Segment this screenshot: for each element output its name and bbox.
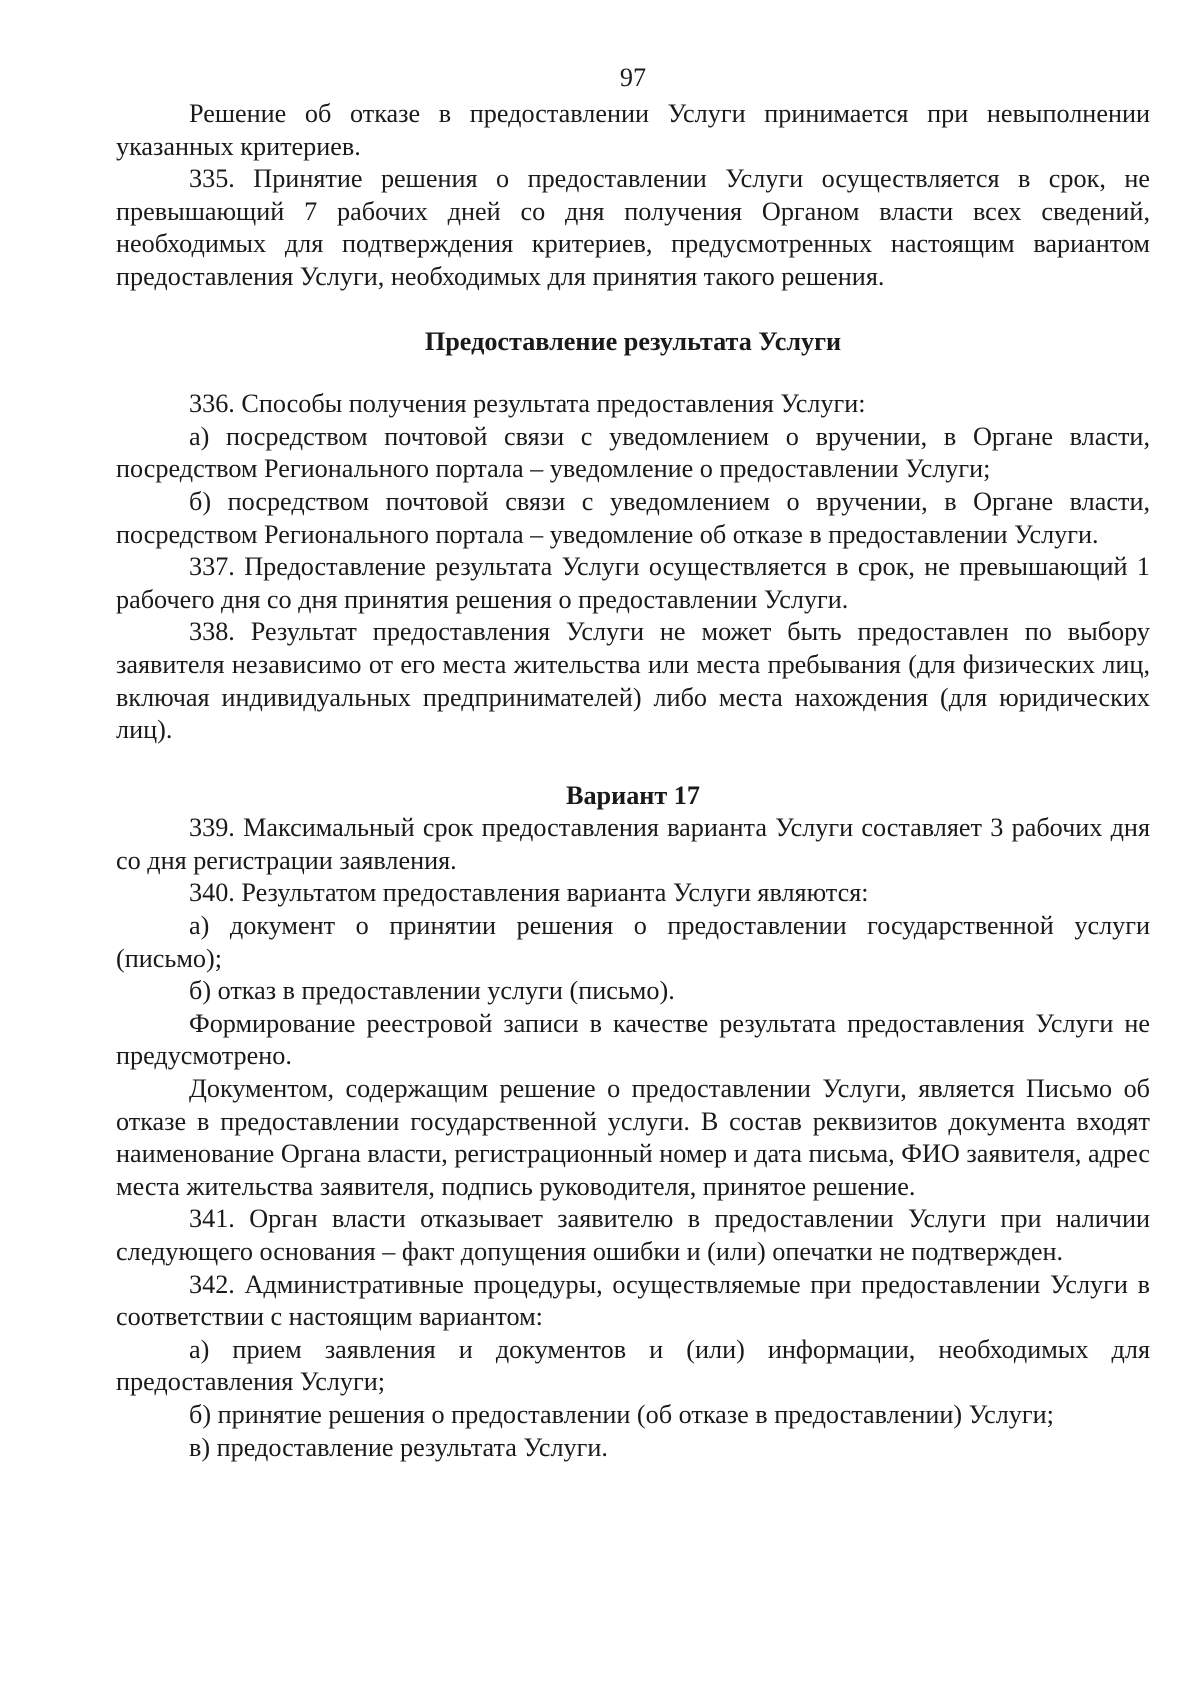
paragraph-335: 335. Принятие решения о предоставлении Услуги осуществляется в срок, не превышающий 7 рабочих дней со дня получения Органом власти всех сведений, необходимых для подтверждения критериев, предусмотренных настоящим вариантом предоставления Услуги, необходимых для принятия такого решения.: [116, 164, 1150, 291]
list-item-a: а) посредством почтовой связи с уведомлением о вручении, в Органе власти, посредством Регионального портала – уведомление о предоставлении Услуги;: [116, 421, 1150, 484]
paragraph-342: 342. Административные процедуры, осуществляемые при предоставлении Услуги в соответствии с настоящим вариантом:: [116, 1269, 1150, 1332]
paragraph: Документом, содержащим решение о предоставлении Услуги, является Письмо об отказе в предоставлении государственной услуги. В состав реквизитов документа входят наименование Органа власти, регистрационный номер и дата письма, ФИО заявителя, адрес места жительства заявителя, подпись руководителя, принятое решение.: [116, 1074, 1150, 1201]
list-item-c: в) предоставление результата Услуги.: [189, 1432, 608, 1462]
paragraph-338: 338. Результат предоставления Услуги не может быть предоставлен по выбору заявителя независимо от его места жительства или места пребывания (для физических лиц, включая индивидуальных предпринимателей) либо места нахождения (для юридических лиц).: [116, 617, 1150, 745]
document-page: [116, 58, 1150, 1464]
page-number: 97: [619, 63, 647, 92]
section-heading-result: Предоставление результата Услуги: [424, 326, 842, 356]
spacer: [116, 294, 1150, 326]
paragraph-339: 339. Максимальный срок предоставления варианта Услуги составляет 3 рабочих дня со дня регистрации заявления.: [116, 813, 1150, 875]
spacer: [116, 358, 1150, 388]
paragraph: Формирование реестровой записи в качестве результата предоставления Услуги не предусмотрено.: [116, 1008, 1150, 1071]
list-item-a: а) прием заявления и документов и (или) информации, необходимых для предоставления Услуги;: [116, 1334, 1150, 1397]
paragraph-336: 336. Способы получения результата предоставления Услуги:: [189, 389, 866, 419]
list-item-a: а) документ о принятии решения о предоставлении государственной услуги (письмо);: [116, 911, 1150, 973]
list-item-b: б) отказ в предоставлении услуги (письмо).: [189, 976, 675, 1006]
paragraph-340: 340. Результатом предоставления варианта Услуги являются:: [189, 878, 869, 908]
paragraph-341: 341. Орган власти отказывает заявителю в предоставлении Услуги при наличии следующего основания – факт допущения ошибки и (или) опечатки не подтвержден.: [116, 1204, 1150, 1266]
spacer: [116, 747, 1150, 780]
section-heading-variant: Вариант 17: [566, 780, 700, 810]
paragraph: Решение об отказе в предоставлении Услуги принимается при невыполнении указанных критериев.: [116, 99, 1150, 161]
paragraph-337: 337. Предоставление результата Услуги осуществляется в срок, не превышающий 1 рабочего дня со дня принятия решения о предоставлении Услуги.: [116, 552, 1150, 614]
list-item-b: б) принятие решения о предоставлении (об отказе в предоставлении) Услуги;: [189, 1399, 1054, 1429]
list-item-b: б) посредством почтовой связи с уведомлением о вручении, в Органе власти, посредством Регионального портала – уведомление об отказе в предоставлении Услуги.: [116, 486, 1150, 549]
